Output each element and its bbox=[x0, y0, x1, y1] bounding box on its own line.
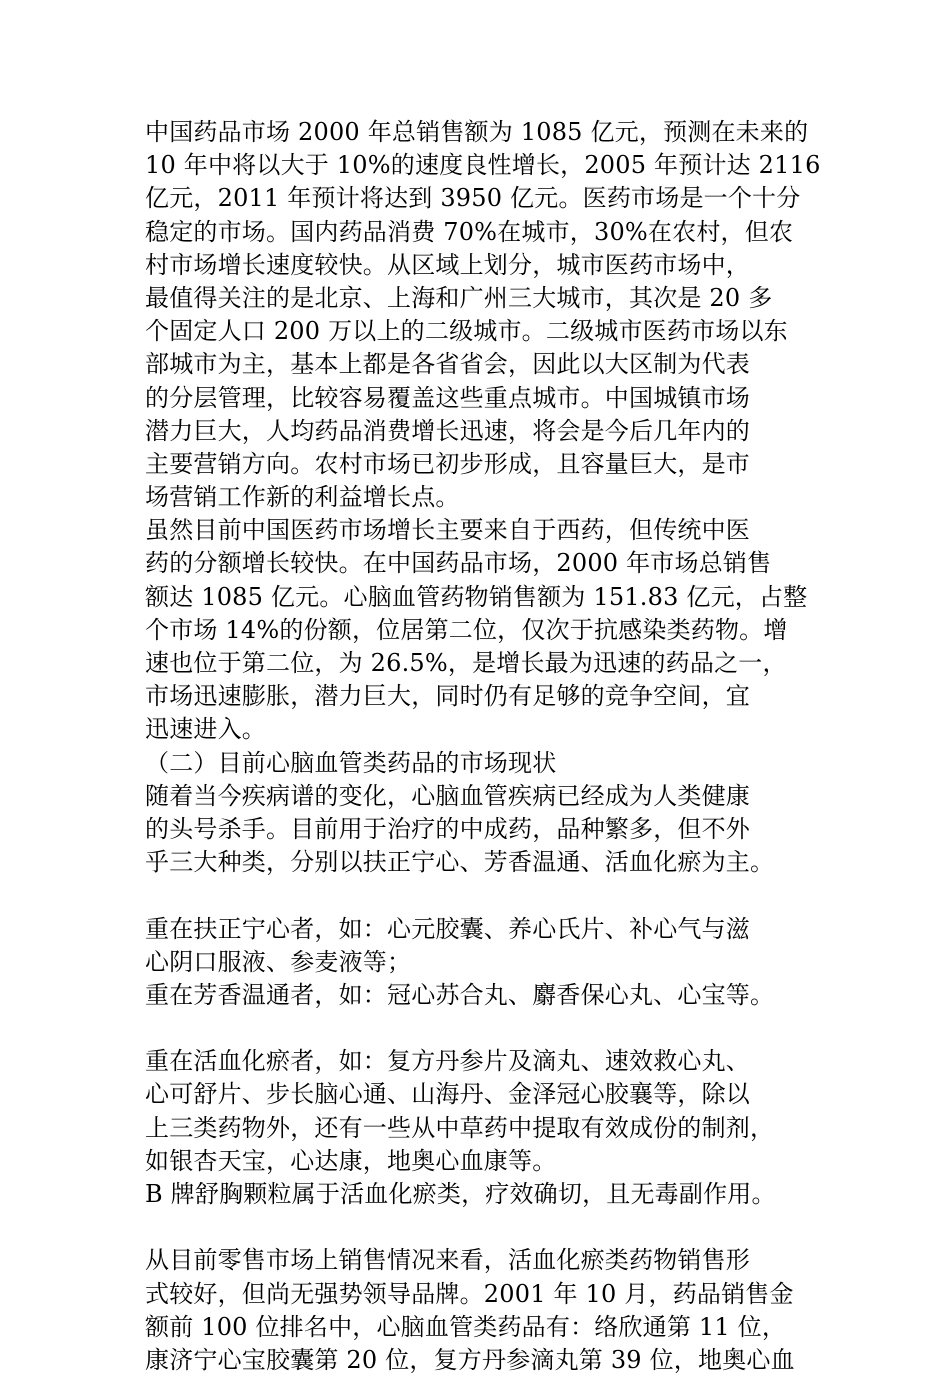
text-line: 重在活血化瘀者，如：复方丹参片及滴丸、速效救心丸、 bbox=[145, 1047, 750, 1076]
blank-line bbox=[145, 879, 810, 912]
text-line: 随着当今疾病谱的变化，心脑血管疾病已经成为人类健康 bbox=[145, 781, 750, 810]
text-line: 部城市为主，基本上都是各省省会，因此以大区制为代表 bbox=[145, 350, 750, 379]
text-line: 重在芳香温通者，如：冠心苏合丸、麝香保心丸、心宝等。 bbox=[145, 980, 775, 1009]
text-line: 亿元，2011 年预计将达到 3950 亿元。医药市场是一个十分 bbox=[145, 184, 801, 213]
text-line: 最值得关注的是北京、上海和广州三大城市，其次是 20 多 bbox=[145, 283, 773, 312]
text-line: 速也位于第二位，为 26.5%，是增长最为迅速的药品之一， bbox=[145, 649, 787, 677]
text-line: 场营销工作新的利益增长点。 bbox=[145, 483, 460, 512]
text-line: 的分层管理，比较容易覆盖这些重点城市。中国城镇市场 bbox=[145, 383, 750, 412]
text-line: 康济宁心宝胶囊第 20 位，复方丹参滴丸第 39 位，地奥心血 bbox=[145, 1345, 795, 1374]
text-line: 中国药品市场 2000 年总销售额为 1085 亿元，预测在未来的 bbox=[145, 118, 809, 146]
blank-line bbox=[145, 1211, 810, 1244]
text-line: 额前 100 位排名中，心脑血管类药品有：络欣通第 11 位， bbox=[145, 1312, 787, 1341]
blank-line bbox=[145, 1012, 810, 1045]
text-line: 村市场增长速度较快。从区域上划分，城市医药市场中， bbox=[145, 250, 750, 279]
text-line: 个固定人口 200 万以上的二级城市。二级城市医药市场以东 bbox=[145, 317, 788, 346]
text-line: 的头号杀手。目前用于治疗的中成药，品种繁多，但不外 bbox=[145, 814, 750, 843]
text-line: 式较好，但尚无强势领导品牌。2001 年 10 月，药品销售金 bbox=[145, 1279, 794, 1308]
text-line: 10 年中将以大于 10%的速度良性增长，2005 年预计达 2116 bbox=[145, 151, 821, 180]
text-line: 乎三大种类，分别以扶正宁心、芳香温通、活血化瘀为主。 bbox=[145, 848, 775, 877]
text-line: 虽然目前中国医药市场增长主要来自于西药，但传统中医 bbox=[145, 516, 750, 545]
text-line: 上三类药物外，还有一些从中草药中提取有效成份的制剂， bbox=[145, 1113, 775, 1142]
text-line: 主要营销方向。农村市场已初步形成，且容量巨大，是市 bbox=[145, 449, 750, 478]
text-line: 迅速进入。 bbox=[145, 715, 266, 744]
text-line: 重在扶正宁心者，如：心元胶囊、养心氏片、补心气与滋 bbox=[145, 914, 750, 943]
text-line: 稳定的市场。国内药品消费 70%在城市，30%在农村，但农 bbox=[145, 217, 794, 246]
text-line: 心可舒片、步长脑心通、山海丹、金泽冠心胶襄等，除以 bbox=[145, 1080, 750, 1109]
text-line: 个市场 14%的份额，位居第二位，仅次于抗感染类药物。增 bbox=[145, 615, 788, 644]
text-line: 药的分额增长较快。在中国药品市场，2000 年市场总销售 bbox=[145, 549, 772, 578]
text-line: B 牌舒胸颗粒属于活血化瘀类，疗效确切，且无毒副作用。 bbox=[145, 1180, 776, 1208]
text-line: 从目前零售市场上销售情况来看，活血化瘀类药物销售形 bbox=[145, 1246, 750, 1275]
section-heading: （二）目前心脑血管类药品的市场现状 bbox=[145, 748, 557, 777]
text-line: 心阴口服液、参麦液等； bbox=[145, 947, 412, 976]
document-body bbox=[145, 116, 821, 1377]
text-line: 额达 1085 亿元。心脑血管药物销售额为 151.83 亿元，占整 bbox=[145, 582, 808, 611]
text-line: 潜力巨大，人均药品消费增长迅速，将会是今后几年内的 bbox=[145, 416, 750, 445]
text-line: 市场迅速膨胀，潜力巨大，同时仍有足够的竞争空间，宜 bbox=[145, 682, 750, 711]
text-line: 如银杏天宝，心达康，地奥心血康等。 bbox=[145, 1146, 557, 1175]
